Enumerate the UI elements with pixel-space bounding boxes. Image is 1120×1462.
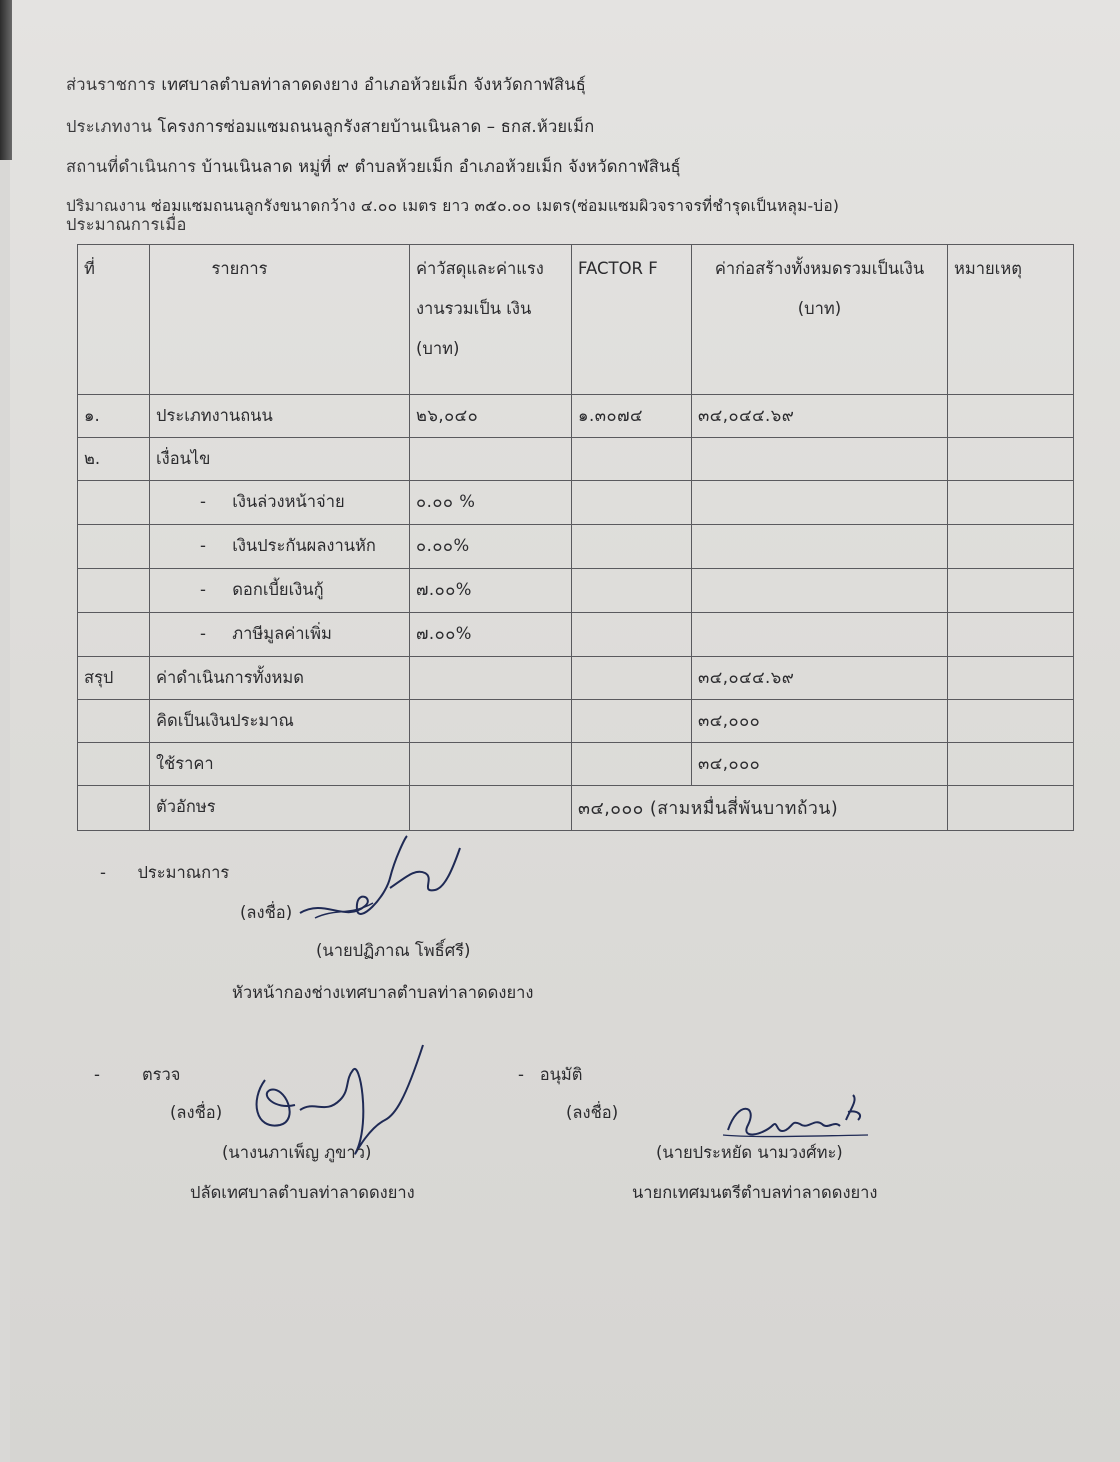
condition-advance-label: เงินล่วงหน้าจ่าย [232,492,345,511]
row2-remark [948,438,1074,481]
header-remark: หมายเหตุ [948,245,1074,395]
estimate-date-label: ประมาณการเมื่อ [66,215,187,234]
agency-value: เทศบาลตำบลท่าลาดดงยาง อำเภอห้วยเม็ก จังหวัดกาฬสินธุ์ [161,75,587,94]
dash: - [518,1065,524,1084]
dash: - [94,1065,100,1084]
letters-label: ตัวอักษร [150,786,410,831]
bullet: - [200,624,206,643]
condition-row [78,525,1074,569]
dash: - [100,863,106,882]
estimate-table [77,244,1074,831]
row1-material: ๒๖,๐๔๐ [410,395,572,438]
approver-role: อนุมัติ [539,1065,583,1084]
checker-name: (นางนภาเพ็ญ ภูขาว) [222,1143,372,1162]
row1-item: ประเภทงานถนน [150,395,410,438]
condition-row [78,613,1074,657]
condition-interest-value: ๗.๐๐% [410,569,572,613]
approx-label: คิดเป็นเงินประมาณ [150,700,410,743]
page-edge-shadow [0,0,12,160]
estimator-sign-label: (ลงชื่อ) [240,903,293,922]
row2-total [692,438,948,481]
price-label: ใช้ราคา [150,743,410,786]
header-line-agency [66,72,586,98]
approver-name: (นายประหยัด นามวงศ์ทะ) [656,1143,843,1162]
summary-total-label: ค่าดำเนินการทั้งหมด [150,657,410,700]
checker-position: ปลัดเทศบาลตำบลท่าลาดดงยาง [190,1183,415,1202]
estimator-signature [295,828,465,928]
row2-factor [572,438,692,481]
condition-row [78,569,1074,613]
table-row [78,395,1074,438]
estimator-role-line [100,860,229,886]
approx-value: ๓๔,๐๐๐ [692,700,948,743]
condition-row [78,481,1074,525]
price-value: ๓๔,๐๐๐ [692,743,948,786]
summary-total-value: ๓๔,๐๔๔.๖๙ [692,657,948,700]
summary-row [78,657,1074,700]
approver-role-line [518,1062,583,1088]
condition-advance-value: ๐.๐๐ % [410,481,572,525]
agency-label: ส่วนราชการ [66,75,156,94]
approver-position: นายกเทศมนตรีตำบลท่าลาดดงยาง [632,1183,878,1202]
condition-interest-label: ดอกเบี้ยเงินกู้ [232,580,324,599]
row1-total: ๓๔,๐๔๔.๖๙ [692,395,948,438]
header-material: ค่าวัสดุและค่าแรงงานรวมเป็น เงิน (บาท) [410,245,572,395]
bullet: - [200,536,206,555]
condition-retention-value: ๐.๐๐% [410,525,572,569]
row1-remark [948,395,1074,438]
row2-material [410,438,572,481]
estimator-role: ประมาณการ [137,863,230,882]
condition-vat-value: ๗.๐๐% [410,613,572,657]
letters-value: ๓๔,๐๐๐ (สามหมื่นสี่พันบาทถ้วน) [572,786,948,831]
estimator-name: (นายปฏิภาณ โพธิ์ศรี) [316,941,471,960]
summary-label: สรุป [78,657,150,700]
bullet: - [200,580,206,599]
summary-row [78,700,1074,743]
location-value: บ้านเนินลาด หมู่ที่ ๙ ตำบลห้วยเม็ก อำเภอห้วยเม็ก จังหวัดกาฬสินธุ์ [201,157,681,176]
header-line-estimate-date [66,212,187,238]
bullet: - [200,492,206,511]
quantity-value: ซ่อมแซมถนนลูกรังขนาดกว้าง ๔.๐๐ เมตร ยาว ๓๕๐.๐๐ เมตร(ซ่อมแซมผิวจราจรที่ชำรุดเป็นหลุม-บ่อ) [151,197,840,215]
table-header-row [78,245,1074,395]
row2-no: ๒. [78,438,150,481]
row1-no: ๑. [78,395,150,438]
work-type-label: ประเภทงาน [66,117,152,136]
header-no: ที่ [78,245,150,395]
work-type-value: โครงการซ่อมแซมถนนลูกรังสายบ้านเนินลาด – ธกส.ห้วยเม็ก [157,117,595,136]
checker-role-line [94,1062,180,1088]
checker-sign-label: (ลงชื่อ) [170,1103,223,1122]
row1-factor: ๑.๓๐๗๔ [572,395,692,438]
header-line-location [66,154,681,180]
checker-role: ตรวจ [141,1065,181,1084]
estimator-position: หัวหน้ากองช่างเทศบาลตำบลท่าลาดดงยาง [232,983,534,1002]
condition-vat-label: ภาษีมูลค่าเพิ่ม [232,624,332,643]
table-row [78,438,1074,481]
header-item: รายการ [150,245,410,395]
approver-sign-label: (ลงชื่อ) [566,1103,619,1122]
condition-retention-label: เงินประกันผลงานหัก [232,536,376,555]
row2-item: เงื่อนไข [150,438,410,481]
quantity-label: ปริมาณงาน [66,197,146,215]
summary-row [78,786,1074,831]
header-factor: FACTOR F [572,245,692,395]
summary-row [78,743,1074,786]
header-line-work-type [66,114,594,140]
location-label: สถานที่ดำเนินการ [66,157,197,176]
header-total: ค่าก่อสร้างทั้งหมดรวมเป็นเงิน (บาท) [692,245,948,395]
